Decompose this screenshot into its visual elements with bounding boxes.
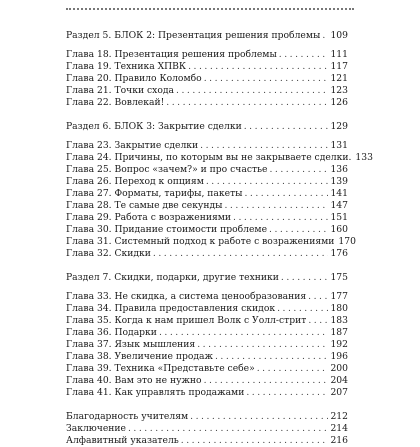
page-number: 117 (330, 61, 348, 72)
entry-title: Глава 27. Форматы, тарифы, пакеты (66, 188, 243, 199)
chapter-entry (66, 363, 348, 375)
entry-title: Глава 41. Как управлять продажами (66, 387, 245, 398)
chapter-entry (66, 236, 356, 248)
page-number: 192 (330, 339, 348, 350)
dot-leader (277, 303, 328, 315)
page-number: 123 (330, 85, 348, 96)
page-number: 133 (355, 152, 373, 163)
page-number: 183 (330, 315, 348, 326)
entry-title: Алфавитный указатель (66, 435, 179, 446)
page-number: 170 (338, 236, 356, 247)
dot-leader (233, 212, 328, 224)
entry-title: Глава 20. Правило Коломбо (66, 73, 202, 84)
page-number: 214 (330, 423, 348, 434)
entry-title: Глава 37. Язык мышления (66, 339, 196, 350)
chapter-entry (66, 248, 348, 260)
backmatter-entry (66, 423, 348, 435)
page-number: 175 (330, 272, 348, 283)
page-number: 147 (330, 200, 348, 211)
dot-leader (159, 327, 329, 339)
chapter-entry (66, 387, 348, 399)
entry-title: Глава 31. Системный подход к работе с возражениями (66, 236, 335, 247)
section-heading (66, 121, 348, 133)
table-of-contents (66, 30, 373, 447)
page-number: 141 (330, 188, 348, 199)
entry-title: Глава 36. Подарки (66, 327, 157, 338)
chapter-entry (66, 164, 348, 176)
entry-title: Благодарность учителям (66, 411, 189, 422)
chapter-entry (66, 315, 348, 327)
dot-leader (206, 176, 329, 188)
entry-title: Глава 33. Не скидка, а система ценообразования (66, 291, 307, 302)
chapter-entry (66, 212, 348, 224)
dot-leader (322, 30, 328, 42)
entry-title: Глава 39. Техника «Представьте себе» (66, 363, 255, 374)
chapter-entry (66, 291, 348, 303)
dot-leader (215, 351, 329, 363)
chapter-entry (66, 140, 348, 152)
chapter-entry (66, 152, 373, 164)
chapter-entry (66, 327, 348, 339)
toc-section (66, 272, 348, 399)
page-number: 109 (330, 30, 348, 41)
chapter-entry (66, 200, 348, 212)
dot-leader (281, 272, 329, 284)
entry-title: Глава 21. Точки схода (66, 85, 175, 96)
entry-title: Заключение (66, 423, 126, 434)
entry-title: Глава 34. Правила предоставления скидок (66, 303, 276, 314)
chapter-entry (66, 85, 348, 97)
page-number: 212 (330, 411, 348, 422)
entry-title: Глава 35. Когда к нам пришел Волк с Уолл-стрит (66, 315, 307, 326)
page-number: 200 (330, 363, 348, 374)
dot-leader (308, 315, 328, 327)
page-number: 207 (330, 387, 348, 398)
entry-title: Глава 22. Вовлекай! (66, 97, 165, 108)
dot-leader (279, 49, 329, 61)
toc-section (66, 121, 373, 260)
entry-title: Глава 24. Причины, по которым вы не закрываете сделки. (66, 152, 352, 163)
dot-leader (246, 387, 328, 399)
dot-leader (188, 61, 328, 73)
toc-section (66, 30, 348, 109)
entry-title: Раздел 6. БЛОК 3: Закрытие сделки (66, 121, 242, 132)
backmatter (66, 411, 348, 447)
page-number: 129 (330, 121, 348, 132)
section-heading (66, 272, 348, 284)
entry-title: Глава 29. Работа с возражениями (66, 212, 232, 223)
dot-leader (308, 291, 328, 303)
dot-leader (224, 200, 328, 212)
dot-leader (190, 411, 328, 423)
dot-leader (176, 85, 328, 97)
page-number: 151 (330, 212, 348, 223)
chapter-entry (66, 176, 348, 188)
page-number: 131 (330, 140, 348, 151)
dot-leader (269, 224, 328, 236)
chapter-entry (66, 188, 348, 200)
entry-title: Глава 26. Переход к опциям (66, 176, 204, 187)
page-number: 139 (330, 176, 348, 187)
chapter-entry (66, 303, 348, 315)
dot-leader (204, 375, 329, 387)
dot-leader (153, 248, 329, 260)
chapter-entry (66, 351, 348, 363)
dot-leader (166, 97, 328, 109)
entry-title: Глава 32. Скидки (66, 248, 151, 259)
dot-leader (244, 121, 329, 133)
dot-leader (181, 435, 329, 447)
entry-title: Раздел 5. БЛОК 2: Презентация решения проблемы (66, 30, 321, 41)
dot-leader (204, 73, 329, 85)
page-number: 126 (330, 97, 348, 108)
page-number: 187 (330, 327, 348, 338)
chapter-entry (66, 61, 348, 73)
entry-title: Глава 23. Закрытие сделки (66, 140, 199, 151)
page-number: 160 (330, 224, 348, 235)
page-number: 204 (330, 375, 348, 386)
entry-title: Глава 30. Придание стоимости проблеме (66, 224, 268, 235)
entry-title: Глава 19. Техника ХПВК (66, 61, 187, 72)
dot-leader (128, 423, 328, 435)
backmatter-entry (66, 411, 348, 423)
page-number: 136 (330, 164, 348, 175)
dot-leader (269, 164, 328, 176)
dot-leader (257, 363, 329, 375)
page-number: 176 (330, 248, 348, 259)
dot-leader (200, 140, 328, 152)
page-number: 111 (330, 49, 348, 60)
entry-title: Раздел 7. Скидки, подарки, другие техники (66, 272, 279, 283)
section-heading (66, 30, 348, 42)
page-number: 216 (330, 435, 348, 446)
page-number: 196 (330, 351, 348, 362)
chapter-entry (66, 339, 348, 351)
top-dotted-rule (66, 8, 354, 10)
entry-title: Глава 40. Вам это не нужно (66, 375, 202, 386)
page-number: 121 (330, 73, 348, 84)
page-number: 177 (330, 291, 348, 302)
dot-leader (197, 339, 328, 351)
chapter-entry (66, 49, 348, 61)
chapter-entry (66, 73, 348, 85)
chapter-entry (66, 224, 348, 236)
entry-title: Глава 25. Вопрос «зачем?» и про счастье (66, 164, 268, 175)
page-number: 180 (330, 303, 348, 314)
entry-title: Глава 38. Увеличение продаж (66, 351, 213, 362)
dot-leader (244, 188, 328, 200)
chapter-entry (66, 97, 348, 109)
chapter-entry (66, 375, 348, 387)
entry-title: Глава 18. Презентация решения проблемы (66, 49, 277, 60)
entry-title: Глава 28. Те самые две секунды (66, 200, 223, 211)
backmatter-entry (66, 435, 348, 447)
